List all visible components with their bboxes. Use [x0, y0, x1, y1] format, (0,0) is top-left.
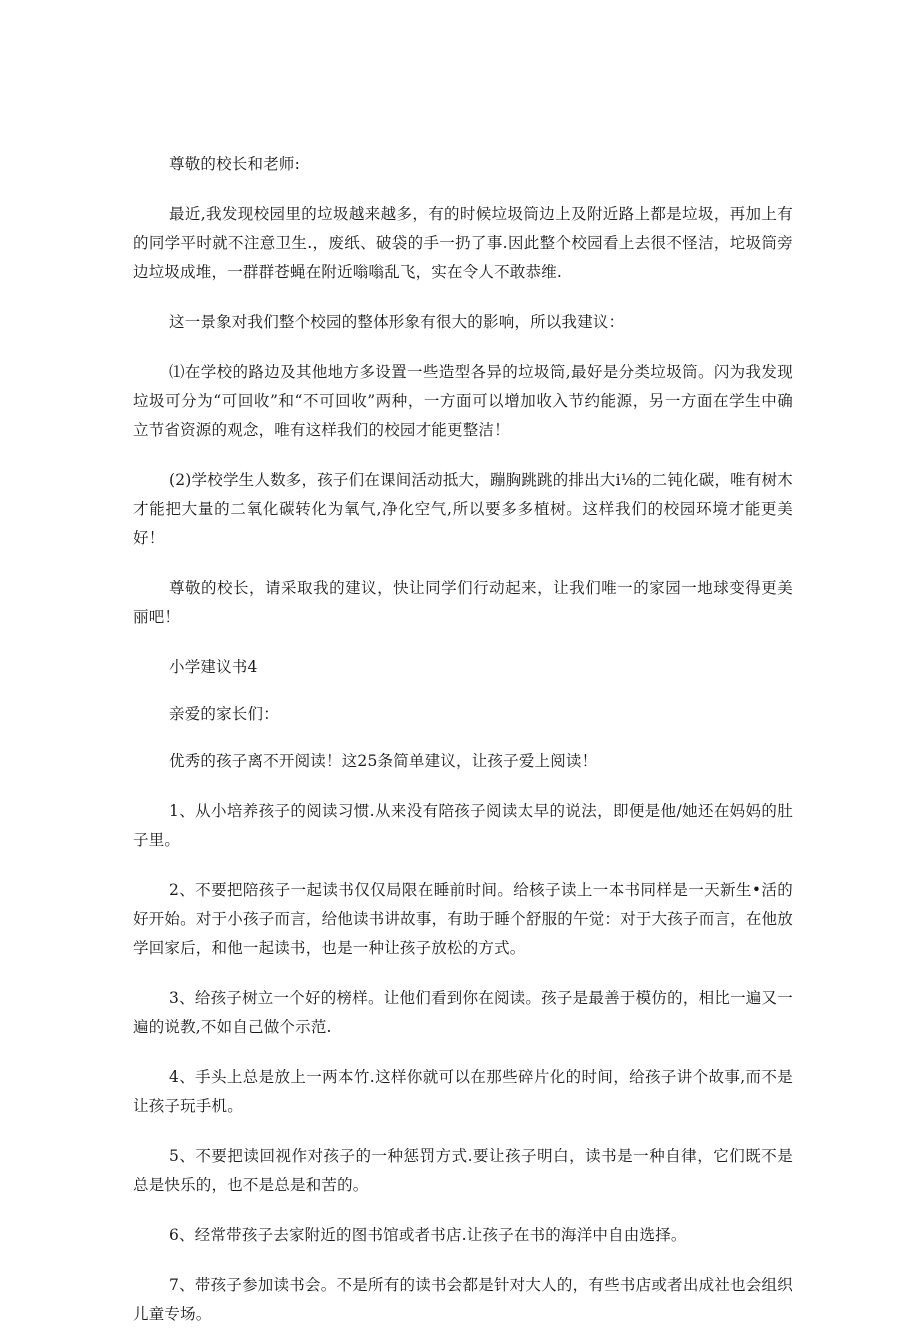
list-item-5: 5、不要把读回视作对孩子的一种惩罚方式.要让孩子明白，读书是一种自律，它们既不是总是快乐的，也不是总是和苦的。 [133, 1147, 793, 1194]
list-item-7: 7、带孩子参加读书会。不是所有的读书会都是针对大人的，有些书店或者出成社也会组织儿童专场。 [133, 1276, 793, 1323]
list-item-3: 3、给孩子树立一个好的榜样。让他们看到你在阅读。孩子是最善于模仿的，相比一遍又一遍的说教,不如自己做个示范. [133, 989, 793, 1036]
paragraph-closing: 尊敬的校长，请采取我的建议，快让同学们行动起来，让我们唯一的家园一地球变得更美丽吧！ [133, 579, 793, 626]
paragraph-problem: 最近,我发现校园里的垃圾越来越多，有的时候垃圾筒边上及附近路上都是垃圾，再加上有的同学平时就不注意卫生.，废纸、破袋的手一扔了事.因此整个校园看上去很不怪洁，坨圾筒旁边垃圾成堆，一群群苍蝇在附近嗡嗡乱飞，实在令人不敢恭维. [133, 205, 793, 281]
paragraph-suggestion-intro: 这一景象对我们整个校园的整体形象有很大的影响，所以我建议： [169, 313, 625, 331]
list-item-6: 6、经常带孩子去家附近的图书馆或者书店.让孩子在书的海洋中自由选择。 [169, 1226, 687, 1244]
section-heading: 小学建议书4 [169, 658, 258, 676]
list-item-1: 1、从小培养孩子的阅读习惯.从来没有陪孩子阅读太早的说法，即便是他/她还在妈妈的肚子里。 [133, 802, 793, 849]
salutation-parents: 亲爱的家长们： [169, 705, 279, 723]
paragraph-reading-intro: 优秀的孩子离不开阅读！这25条简单建议，让孩子爱上阅读！ [169, 752, 598, 770]
list-item-4: 4、手头上总是放上一两本竹.这样你就可以在那些碎片化的时间，给孩子讲个故事,而不是让孩子玩手机。 [133, 1068, 793, 1115]
salutation: 尊敬的校长和老师: [169, 155, 301, 173]
list-item-2: 2、不要把陪孩子一起读书仅仅局限在睡前时间。给核子读上一本书同样是一天新生•活的好开始。对于小孩子而言，给他读书讲故事，有助于睡个舒服的午觉：对于大孩子而言，在他放学回家后，和他一起读书，也是一种让孩子放松的方式。 [133, 881, 793, 957]
paragraph-suggestion-1: ⑴在学校的路边及其他地方多设置一些造型各异的垃圾筒,最好是分类垃圾筒。闪为我发现垃圾可分为“可回收”和“不可回收”两种，一方面可以增加收入节约能源，另一方面在学生中确立节省资源的观念，唯有这样我们的校园才能更整洁！ [133, 363, 793, 439]
document-body [133, 150, 793, 1329]
paragraph-suggestion-2: (2)学校学生人数多，孩子们在课间活动抵大，蹦胸跳跳的排出大i⅛的二钝化碳，唯有树木才能把大量的二氧化碳转化为氧气,净化空气,所以要多多植树。这样我们的校园环境才能更美好！ [133, 471, 793, 547]
